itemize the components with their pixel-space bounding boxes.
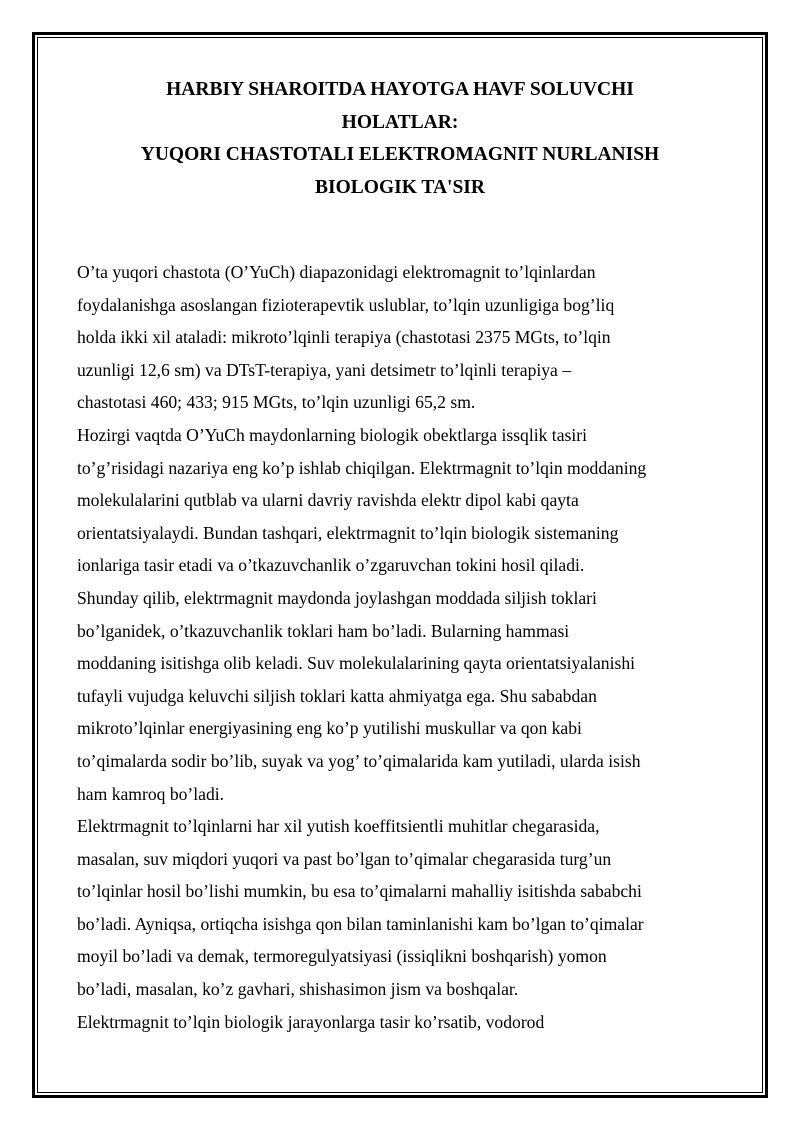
body-line: ham kamroq bo’ladi. <box>77 783 225 804</box>
title-line: HARBIY SHAROITDA HAYOTGA HAVF SOLUVCHI <box>166 79 634 100</box>
body-line: Hozirgi vaqtda O’YuCh maydonlarning biologik obektlarga issqlik tasiri <box>77 424 587 445</box>
body-line: masalan, suv miqdori yuqori va past bo’lgan to’qimalar chegarasida turg’un <box>77 848 612 869</box>
body-line: bo’lganidek, o’tkazuvchanlik toklari ham bo’ladi. Bularning hammasi <box>77 620 570 641</box>
body-line: ionlariga tasir etadi va o’tkazuvchanlik o’zgaruvchan tokini hosil qiladi. <box>77 555 585 576</box>
body-line: molekulalarini qutblab va ularni davriy ravishda elektr dipol kabi qayta <box>77 490 579 511</box>
body-line: chastotasi 460; 433; 915 MGts, to’lqin uzunligi 65,2 sm. <box>77 392 476 413</box>
body-line: bo’ladi. Ayniqsa, ortiqcha isishga qon bilan taminlanishi kam bo’lgan to’qimalar <box>77 913 644 934</box>
body-line: moddaning isitishga olib keladi. Suv molekulalarining qayta orientatsiyalanishi <box>77 653 636 674</box>
title-line: BIOLOGIK TA'SIR <box>315 176 485 198</box>
document-body <box>77 256 717 1038</box>
document-title <box>80 74 720 204</box>
body-line: mikroto’lqinlar energiyasining eng ko’p yutilishi muskullar va qon kabi <box>77 718 582 739</box>
body-line: Elektrmagnit to’lqinlarni har xil yutish koeffitsientli muhitlar chegarasida, <box>77 816 600 837</box>
body-line: holda ikki xil ataladi: mikroto’lqinli terapiya (chastotasi 2375 MGts, to’lqin <box>77 327 611 348</box>
body-line: Elektrmagnit to’lqin biologik jarayonlarga tasir ko’rsatib, vodorod <box>77 1011 545 1032</box>
body-line: O’ta yuqori chastota (O’YuCh) diapazonidagi elektromagnit to’lqinlardan <box>77 262 596 282</box>
body-line: Shunday qilib, elektrmagnit maydonda joylashgan moddada siljish toklari <box>77 587 597 608</box>
body-line: uzunligi 12,6 sm) va DTsT-terapiya, yani detsimetr to’lqinli terapiya – <box>77 359 572 380</box>
body-line: to’lqinlar hosil bo’lishi mumkin, bu esa to’qimalarni mahalliy isitishda sababchi <box>77 881 642 902</box>
title-line: YUQORI CHASTOTALI ELEKTROMAGNIT NURLANISH <box>140 144 660 165</box>
title-line: HOLATLAR: <box>341 111 459 133</box>
body-line: to’g’risidagi nazariya eng ko’p ishlab chiqilgan. Elektrmagnit to’lqin moddaning <box>77 457 647 478</box>
body-line: to’qimalarda sodir bo’lib, suyak va yog’ to’qimalarida kam yutiladi, ularda isish <box>77 750 641 771</box>
body-line: moyil bo’ladi va demak, termoregulyatsiyasi (issiqlikni boshqarish) yomon <box>77 946 607 967</box>
body-line: tufayli vujudga keluvchi siljish toklari katta ahmiyatga ega. Shu sababdan <box>77 685 597 706</box>
body-line: orientatsiyalaydi. Bundan tashqari, elektrmagnit to’lqin biologik sistemaning <box>77 522 619 543</box>
body-line: bo’ladi, masalan, ko’z gavhari, shishasimon jism va boshqalar. <box>77 979 519 1000</box>
body-line: foydalanishga asoslangan fizioterapevtik uslublar, to’lqin uzunligiga bog’liq <box>77 294 615 315</box>
